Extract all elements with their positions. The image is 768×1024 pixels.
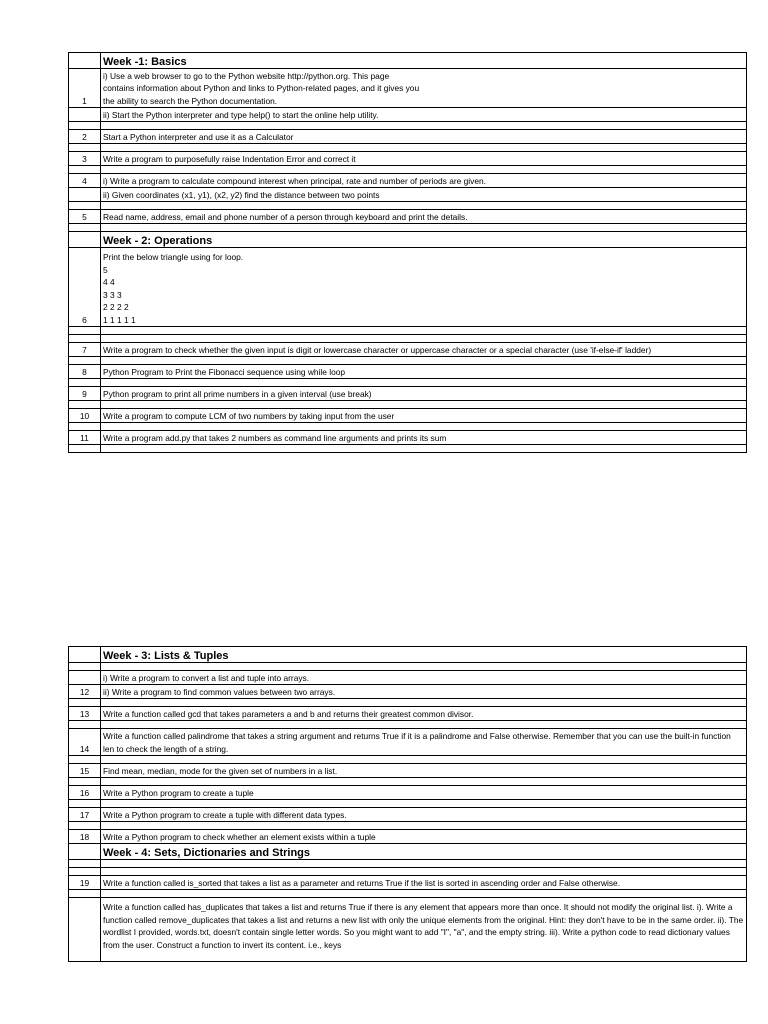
task-text: Write a program to purposefully raise Indentation Error and correct it	[101, 152, 747, 166]
task-text: Write a Python program to create a tuple with different data types.	[101, 808, 747, 822]
row-number: 11	[69, 431, 101, 445]
task-text: Print the below triangle using for loop. 5 4 4 3 3 3 2 2 2 2 1 1 1 1 1	[101, 248, 747, 327]
task-text: Write a function called has_duplicates that takes a list and returns True if there is any element that appears more than once. It should not modify the original list. i). Write a function called remove_duplicates that takes a list and returns a new list with only the unique elements from the original. Hint: they don't have to be in the same order. ii). The wordlist I provided, words.txt, doesn't contain single letter words. So you might want to add "I", "a", and the empty string. iii). Write a python code to read dictionary values from the user. Construct a function to invert its content. i.e., keys	[101, 898, 747, 962]
task-text: i) Write a program to convert a list and tuple into arrays.	[101, 671, 747, 685]
table-row	[69, 248, 747, 327]
row-number: 2	[69, 130, 101, 144]
task-text: Python program to print all prime numbers in a given interval (use break)	[101, 387, 747, 401]
table-row	[69, 152, 747, 166]
row-number: 10	[69, 409, 101, 423]
task-text: i) Write a program to calculate compound interest when principal, rate and number of periods are given.	[101, 174, 747, 188]
table-row	[69, 130, 747, 144]
week-header-row	[69, 232, 747, 248]
row-number: 4	[69, 174, 101, 188]
table-row	[69, 671, 747, 685]
table-row	[69, 409, 747, 423]
week-header-row	[69, 647, 747, 663]
row-number: 16	[69, 786, 101, 800]
row-number: 7	[69, 343, 101, 357]
row-number: 12	[69, 685, 101, 699]
table-row	[69, 707, 747, 721]
week-title: Week - 4: Sets, Dictionaries and Strings	[101, 844, 747, 860]
table-row	[69, 898, 747, 962]
task-text: Write a Python program to create a tuple	[101, 786, 747, 800]
row-number: 18	[69, 830, 101, 844]
table-row	[69, 69, 747, 108]
table-row	[69, 808, 747, 822]
task-text: Write a program to compute LCM of two numbers by taking input from the user	[101, 409, 747, 423]
table-row	[69, 210, 747, 224]
row-number: 14	[69, 729, 101, 756]
table-row	[69, 764, 747, 778]
table-row	[69, 174, 747, 188]
week-1-2-table	[68, 52, 747, 453]
task-text: Find mean, median, mode for the given set of numbers in a list.	[101, 764, 747, 778]
task-text: Write a function called gcd that takes parameters a and b and returns their greatest common divisor.	[101, 707, 747, 721]
task-text: Start a Python interpreter and use it as a Calculator	[101, 130, 747, 144]
table-row	[69, 876, 747, 890]
week-title: Week - 2: Operations	[101, 232, 747, 248]
row-number: 15	[69, 764, 101, 778]
row-number: 5	[69, 210, 101, 224]
row-number: 1	[69, 69, 101, 108]
task-text: Write a function called palindrome that takes a string argument and returns True if it is a palindrome and False otherwise. Remember that you can use the built-in function len to check the length of a string.	[101, 729, 747, 756]
week-header-row	[69, 844, 747, 860]
week-title: Week - 3: Lists & Tuples	[101, 647, 747, 663]
table-row	[69, 685, 747, 699]
task-text: Read name, address, email and phone number of a person through keyboard and print the details.	[101, 210, 747, 224]
task-text: Write a Python program to check whether an element exists within a tuple	[101, 830, 747, 844]
row-number: 3	[69, 152, 101, 166]
table-row	[69, 786, 747, 800]
task-text: ii) Start the Python interpreter and type help() to start the online help utility.	[101, 108, 747, 122]
week-title: Week -1: Basics	[101, 53, 747, 69]
row-number: 19	[69, 876, 101, 890]
table-row	[69, 431, 747, 445]
task-text: Python Program to Print the Fibonacci sequence using while loop	[101, 365, 747, 379]
table-row	[69, 729, 747, 756]
week-header-row	[69, 53, 747, 69]
row-number: 17	[69, 808, 101, 822]
row-number: 9	[69, 387, 101, 401]
task-text: ii) Given coordinates (x1, y1), (x2, y2) find the distance between two points	[101, 188, 747, 202]
row-number: 6	[69, 248, 101, 327]
table-row	[69, 387, 747, 401]
week-3-4-table	[68, 646, 747, 962]
task-text: i) Use a web browser to go to the Python website http://python.org. This page contains information about Python and links to Python-related pages, and it gives you the ability to search the Python documentation.	[101, 69, 747, 108]
table-row	[69, 365, 747, 379]
table-row	[69, 108, 747, 122]
task-text: Write a function called is_sorted that takes a list as a parameter and returns True if the list is sorted in ascending order and False otherwise.	[101, 876, 747, 890]
table-row	[69, 343, 747, 357]
table-row	[69, 830, 747, 844]
row-number: 8	[69, 365, 101, 379]
task-text: Write a program to check whether the given input is digit or lowercase character or uppercase character or a special character (use 'if-else-if' ladder)	[101, 343, 747, 357]
task-text: ii) Write a program to find common values between two arrays.	[101, 685, 747, 699]
task-text: Write a program add.py that takes 2 numbers as command line arguments and prints its sum	[101, 431, 747, 445]
row-number: 13	[69, 707, 101, 721]
table-row	[69, 188, 747, 202]
